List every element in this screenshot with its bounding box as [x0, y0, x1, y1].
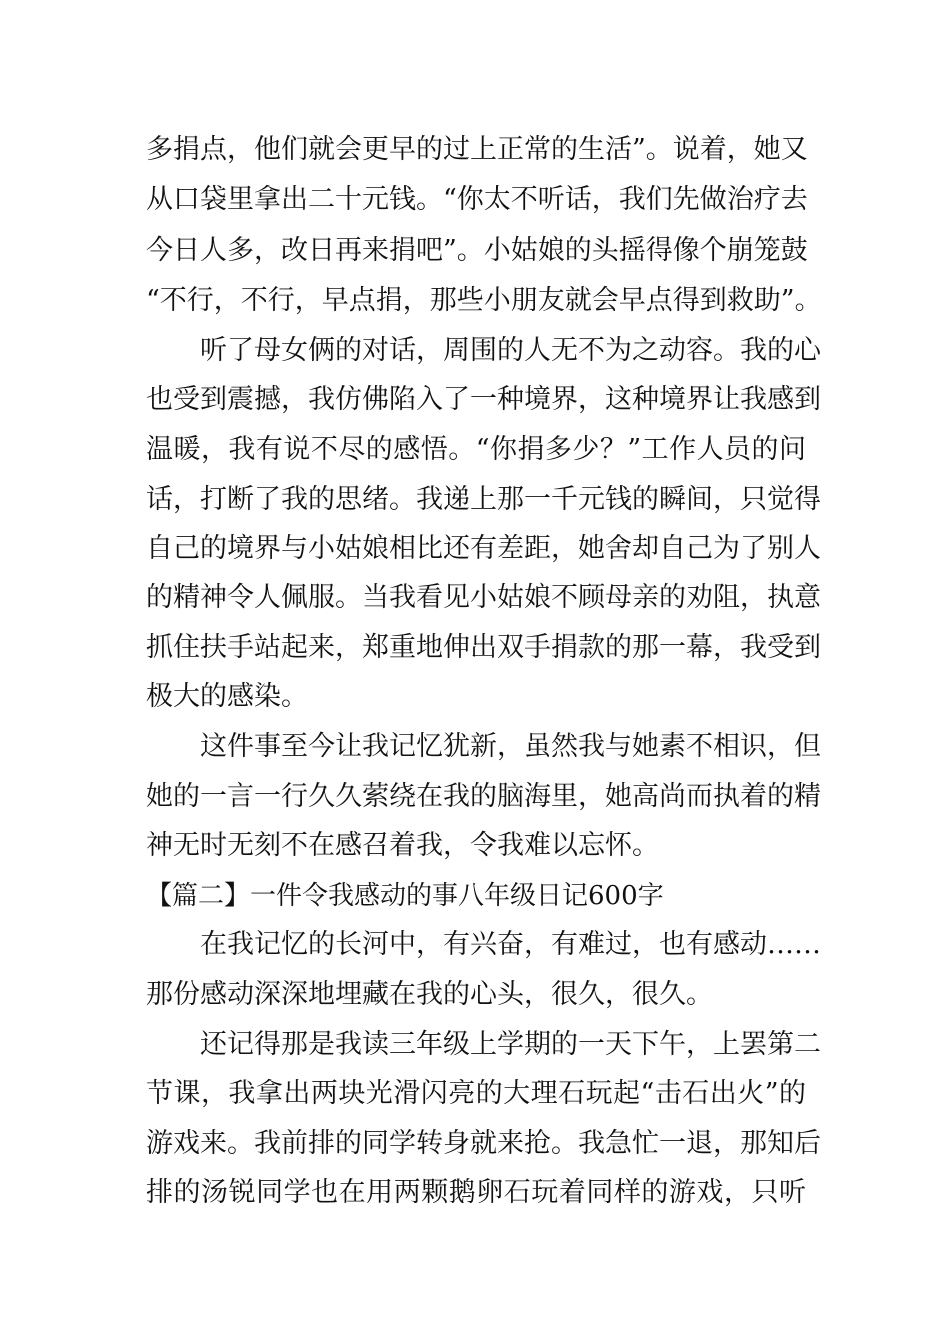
text-line: 排的汤锐同学也在用两颗鹅卵石玩着同样的游戏，只听	[146, 1177, 806, 1208]
text-line: 她的一言一行久久萦绕在我的脑海里，她高尚而执着的精	[146, 781, 821, 812]
text-line: 也受到震撼，我仿佛陷入了一种境界，这种境界让我感到	[146, 384, 821, 415]
text-line: 节课，我拿出两块光滑闪亮的大理石玩起“击石出火”的	[146, 1078, 806, 1109]
paragraph-first-line: 在我记忆的长河中，有兴奋，有难过，也有感动……	[200, 929, 821, 960]
paragraph-first-line: 听了母女俩的对话，周围的人无不为之动容。我的心	[200, 335, 821, 366]
text-line: 温暖，我有说不尽的感悟。“你捐多少？”工作人员的问	[146, 434, 806, 465]
text-line: 神无时无刻不在感召着我，令我难以忘怀。	[146, 830, 659, 861]
text-line: 多捐点，他们就会更早的过上正常的生活”。说着，她又	[146, 134, 808, 165]
text-line: 从口袋里拿出二十元钱。“你太不听话，我们先做治疗去	[146, 184, 808, 215]
text-line: “不行，不行，早点捐，那些小朋友就会早点得到救助”。	[146, 285, 822, 316]
text-line: 的精神令人佩服。当我看见小姑娘不顾母亲的劝阻，执意	[146, 582, 821, 613]
text-line: 极大的感染。	[146, 681, 308, 712]
text-line: 今日人多，改日再来捐吧”。小姑娘的头摇得像个崩笼鼓	[146, 235, 808, 266]
text-line: 自己的境界与小姑娘相比还有差距，她舍却自己为了别人	[146, 533, 821, 564]
text-line: 抓住扶手站起来，郑重地伸出双手捐款的那一幕，我受到	[146, 632, 821, 663]
paragraph-first-line: 这件事至今让我记忆犹新，虽然我与她素不相识，但	[200, 731, 821, 762]
text-line: 游戏来。我前排的同学转身就来抢。我急忙一退，那知后	[146, 1128, 821, 1159]
paragraph-first-line: 还记得那是我读三年级上学期的一天下午，上罢第二	[200, 1029, 821, 1060]
section-heading: 【篇二】一件令我感动的事八年级日记600字	[146, 881, 664, 911]
text-line: 话，打断了我的思绪。我递上那一千元钱的瞬间，只觉得	[146, 484, 821, 515]
text-line: 那份感动深深地埋藏在我的心头，很久，很久。	[146, 979, 713, 1010]
